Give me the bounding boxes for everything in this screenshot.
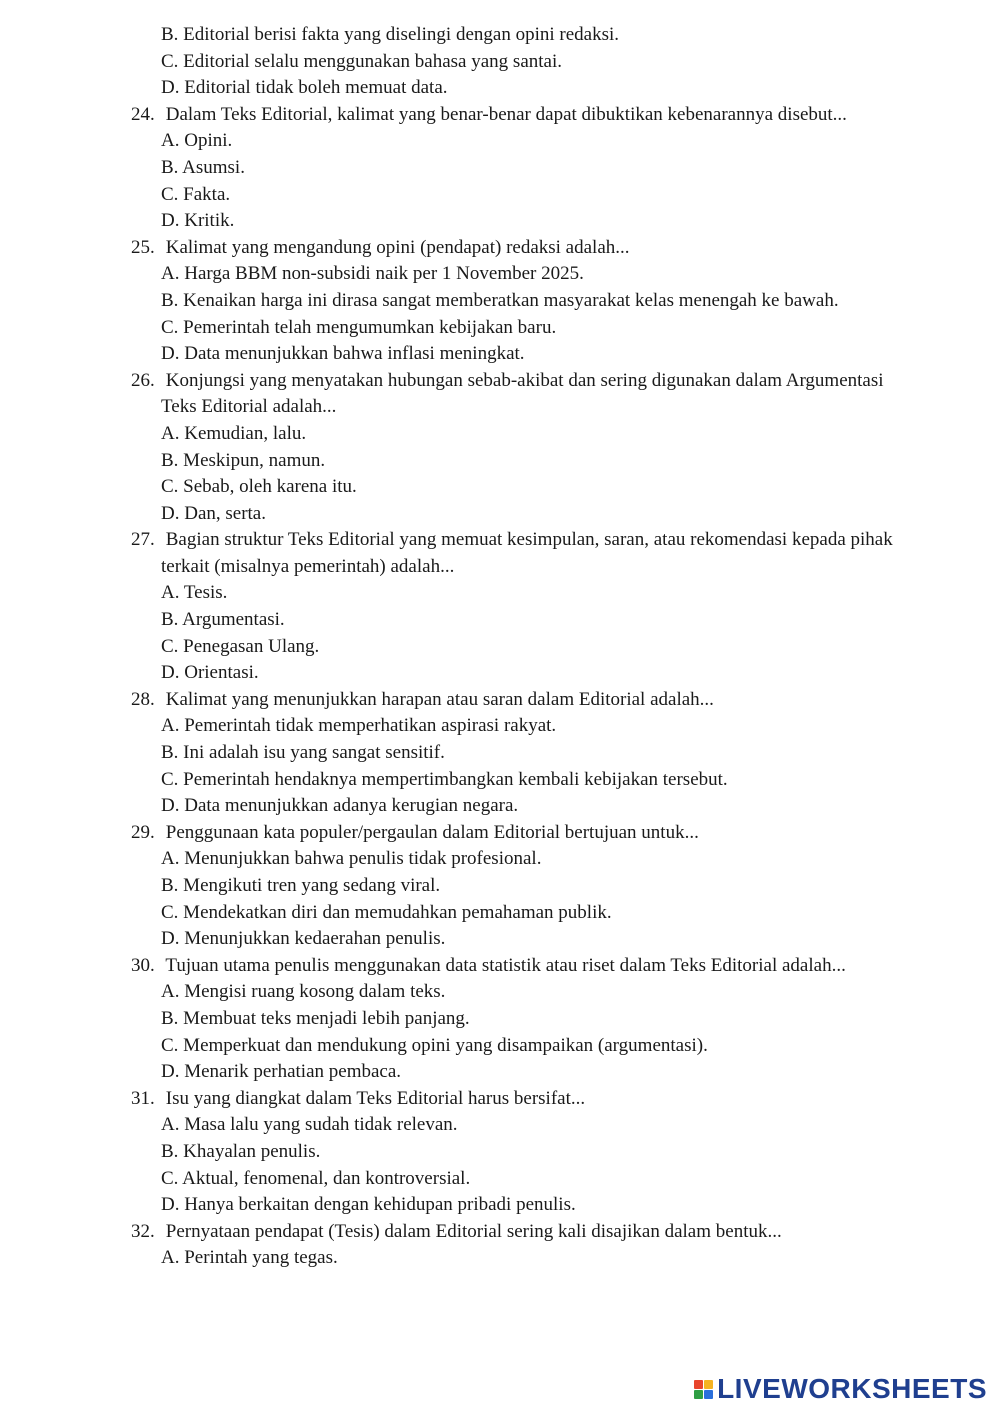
answer-option: D. Editorial tidak boleh memuat data.	[161, 77, 448, 99]
worksheet-page	[0, 22, 999, 1272]
answer-option: C. Pemerintah hendaknya mempertimbangkan kembali kebijakan tersebut.	[161, 768, 728, 790]
answer-option: A. Kemudian, lalu.	[161, 422, 307, 444]
answer-option: A. Tesis.	[161, 582, 228, 604]
answer-option: B. Ini adalah isu yang sangat sensitif.	[161, 742, 445, 764]
question-number: 27.	[131, 529, 155, 551]
answer-option: B. Argumentasi.	[161, 609, 285, 631]
question-number: 31.	[131, 1087, 155, 1109]
question-text: Kalimat yang menunjukkan harapan atau saran dalam Editorial adalah...	[165, 688, 714, 710]
answer-option: D. Dan, serta.	[161, 502, 266, 524]
question-number: 30.	[131, 954, 155, 976]
logo-square-blue	[704, 1390, 713, 1399]
question-number: 26.	[131, 369, 155, 391]
question-text: Tujuan utama penulis menggunakan data statistik atau riset dalam Teks Editorial adalah...	[165, 954, 846, 976]
question-text: Pernyataan pendapat (Tesis) dalam Editorial sering kali disajikan dalam bentuk...	[165, 1220, 782, 1242]
question-line	[0, 820, 999, 847]
answer-option: C. Sebab, oleh karena itu.	[161, 476, 357, 498]
question-text: Isu yang diangkat dalam Teks Editorial harus bersifat...	[165, 1087, 586, 1109]
answer-option: B. Membuat teks menjadi lebih panjang.	[161, 1007, 470, 1029]
logo-text: LIVEWORKSHEETS	[717, 1373, 987, 1404]
answer-option: D. Data menunjukkan adanya kerugian negara.	[161, 795, 519, 817]
logo-square-yellow	[704, 1380, 713, 1389]
answer-option: B. Khayalan penulis.	[161, 1140, 321, 1162]
liveworksheets-logo	[694, 1374, 987, 1404]
question-line	[0, 1086, 999, 1113]
question-line	[0, 527, 999, 554]
question-continuation: Teks Editorial adalah...	[161, 396, 337, 418]
question-text: Dalam Teks Editorial, kalimat yang benar-benar dapat dibuktikan kebenarannya disebut...	[165, 103, 847, 125]
question-number: 25.	[131, 236, 155, 258]
answer-option: D. Orientasi.	[161, 662, 259, 684]
answer-option: D. Data menunjukkan bahwa inflasi meningkat.	[161, 343, 525, 365]
answer-option: A. Pemerintah tidak memperhatikan aspirasi rakyat.	[161, 715, 557, 737]
question-number: 28.	[131, 688, 155, 710]
question-text: Penggunaan kata populer/pergaulan dalam Editorial bertujuan untuk...	[165, 821, 699, 843]
liveworksheets-logo-icon	[694, 1380, 713, 1399]
answer-option: B. Meskipun, namun.	[161, 449, 326, 471]
answer-option: A. Opini.	[161, 130, 233, 152]
answer-option: A. Harga BBM non-subsidi naik per 1 November 2025.	[161, 263, 584, 285]
answer-option: C. Aktual, fenomenal, dan kontroversial.	[161, 1167, 471, 1189]
question-line	[0, 1219, 999, 1246]
answer-option: D. Hanya berkaitan dengan kehidupan pribadi penulis.	[161, 1194, 576, 1216]
answer-option: C. Penegasan Ulang.	[161, 635, 320, 657]
question-continuation: terkait (misalnya pemerintah) adalah...	[161, 555, 455, 577]
answer-option: D. Menunjukkan kedaerahan penulis.	[161, 928, 446, 950]
answer-option: B. Kenaikan harga ini dirasa sangat memberatkan masyarakat kelas menengah ke bawah.	[161, 289, 839, 311]
question-number: 29.	[131, 821, 155, 843]
question-number: 32.	[131, 1220, 155, 1242]
answer-option: B. Mengikuti tren yang sedang viral.	[161, 875, 441, 896]
question-text: Bagian struktur Teks Editorial yang memuat kesimpulan, saran, atau rekomendasi kepada pihak	[165, 529, 893, 551]
question-line	[0, 953, 999, 980]
question-number: 24.	[131, 103, 155, 125]
answer-option: D. Menarik perhatian pembaca.	[161, 1061, 402, 1083]
answer-option: A. Masa lalu yang sudah tidak relevan.	[161, 1114, 458, 1136]
answer-option: A. Menunjukkan bahwa penulis tidak profesional.	[161, 848, 542, 870]
question-text: Kalimat yang mengandung opini (pendapat) redaksi adalah...	[165, 236, 630, 258]
question-text: Konjungsi yang menyatakan hubungan sebab-akibat dan sering digunakan dalam Argumentasi	[165, 369, 884, 391]
question-line	[0, 687, 999, 714]
answer-option: C. Mendekatkan diri dan memudahkan pemahaman publik.	[161, 901, 612, 923]
answer-option: C. Memperkuat dan mendukung opini yang disampaikan (argumentasi).	[161, 1034, 708, 1056]
answer-option: D. Kritik.	[161, 210, 235, 232]
question-line	[0, 235, 999, 262]
answer-option: C. Pemerintah telah mengumumkan kebijakan baru.	[161, 316, 557, 338]
answer-option: B. Editorial berisi fakta yang diselingi dengan opini redaksi.	[161, 24, 620, 45]
answer-option: A. Mengisi ruang kosong dalam teks.	[161, 981, 446, 1003]
answer-option: C. Fakta.	[161, 183, 231, 205]
answer-option: C. Editorial selalu menggunakan bahasa yang santai.	[161, 50, 562, 72]
question-line	[0, 368, 999, 395]
question-line	[0, 102, 999, 129]
logo-square-red	[694, 1380, 703, 1389]
answer-option: A. Perintah yang tegas.	[161, 1247, 338, 1269]
logo-square-green	[694, 1390, 703, 1399]
answer-option: B. Asumsi.	[161, 156, 245, 178]
